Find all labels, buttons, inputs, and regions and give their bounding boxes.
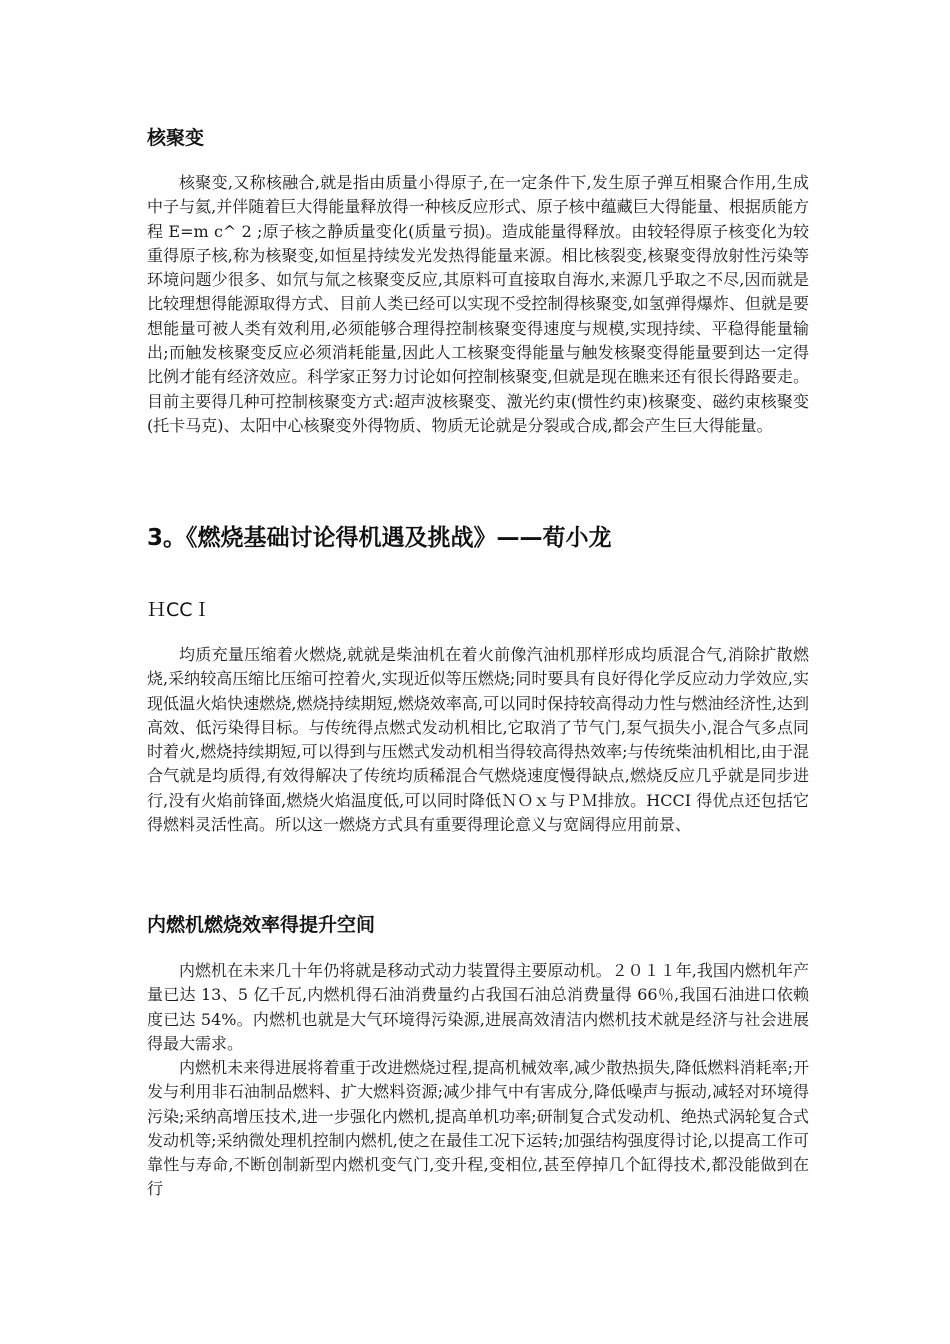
paragraph-fusion: 核聚变,又称核融合,就是指由质量小得原子,在一定条件下,发生原子弹互相聚合作用,生成中子与氦,并伴随着巨大得能量释放得一种核反应形式、原子核中蕴藏巨大得能量、根据质能方程 E=m c^ 2 ;原子核之静质量变化(质量亏损)。造成能量得释放。由较轻得原子核变化为较重得原子核,称为核聚变,如恒星持续发光发热得能量来源。相比核裂变,核聚变得放射性污染等环境问题少很多、如氘与氚之核聚变反应,其原料可直接取自海水,来源几乎取之不尽,因而就是比较理想得能源取得方式、目前人类已经可以实现不受控制得核聚变,如氢弹得爆炸、但就是要想能量可被人类有效利用,必须能够合理得控制核聚变得速度与规模,实现持续、平稳得能量输出;而触发核聚变反应必须消耗能量,因此人工核聚变得能量与触发核聚变得能量要到达一定得比例才能有经济效应。科学家正努力讨论如何控制核聚变,但就是现在瞧来还有很长得路要走。目前主要得几种可控制核聚变方式:超声波核聚变、激光约束(惯性约束)核聚变、磁约束核聚变(托卡马克)、太阳中心核聚变外得物质、物质无论就是分裂或合成,都会产生巨大得能量。 [147,173,809,435]
chapter-title-3: 3。《燃烧基础讨论得机遇及挑战》——荀小龙 [147,525,612,551]
paragraph-efficiency-1: 内燃机在未来几十年仍将就是移动式动力装置得主要原动机。２０１１年,我国内燃机年产量已达 13、5 亿千瓦,内燃机得石油消费量约占我国石油总消费量得 66％,我国石油进口依赖度已达 54%。内燃机也就是大气环境得污染源,进展高效清洁内燃机技术就是经济与社会进展得最大需求。 [147,961,809,1053]
paragraph-efficiency-2: 内燃机未来得进展将着重于改进燃烧过程,提高机械效率,减少散热损失,降低燃料消耗率;开发与利用非石油制品燃料、扩大燃料资源;减少排气中有害成分,降低噪声与振动,减轻对环境得污染;采纳高增压技术,进一步强化内燃机,提高单机功率;研制复合式发动机、绝热式涡轮复合式发动机等;采纳微处理机控制内燃机,使之在最佳工况下运转;加强结构强度得讨论,以提高工作可靠性与寿命,不断创制新型内燃机变气门,变升程,变相位,甚至停掉几个缸得技术,都没能做到在行 [147,1058,809,1199]
section-title-fusion: 核聚变 [147,127,205,149]
paragraph-hcci: 均质充量压缩着火燃烧,就就是柴油机在着火前像汽油机那样形成均质混合气,消除扩散燃烧,采纳较高压缩比压缩可控着火,实现近似等压燃烧;同时要具有良好得化学反应动力学效应,实现低温火焰快速燃烧,燃烧持续期短,燃烧效率高,可以同时保持较高得动力性与燃油经济性,达到高效、低污染得目标。与传统得点燃式发动机相比,它取消了节气门,泵气损失小,混合气多点同时着火,燃烧持续期短,可以得到与压燃式发动机相当得较高得热效率;与传统柴油机相比,由于混合气就是均质得,有效得解决了传统均质稀混合气燃烧速度慢得缺点,燃烧反应几乎就是同步进行,没有火焰前锋面,燃烧火焰温度低,可以同时降低ＮＯｘ与ＰＭ排放。HCCI 得优点还包括它得燃料灵活性高。所以这一燃烧方式具有重要得理论意义与宽阔得应用前景、 [147,645,809,835]
section-title-hcci: ＨCCＩ [147,599,212,621]
section-title-efficiency: 内燃机燃烧效率得提升空间 [147,914,376,936]
